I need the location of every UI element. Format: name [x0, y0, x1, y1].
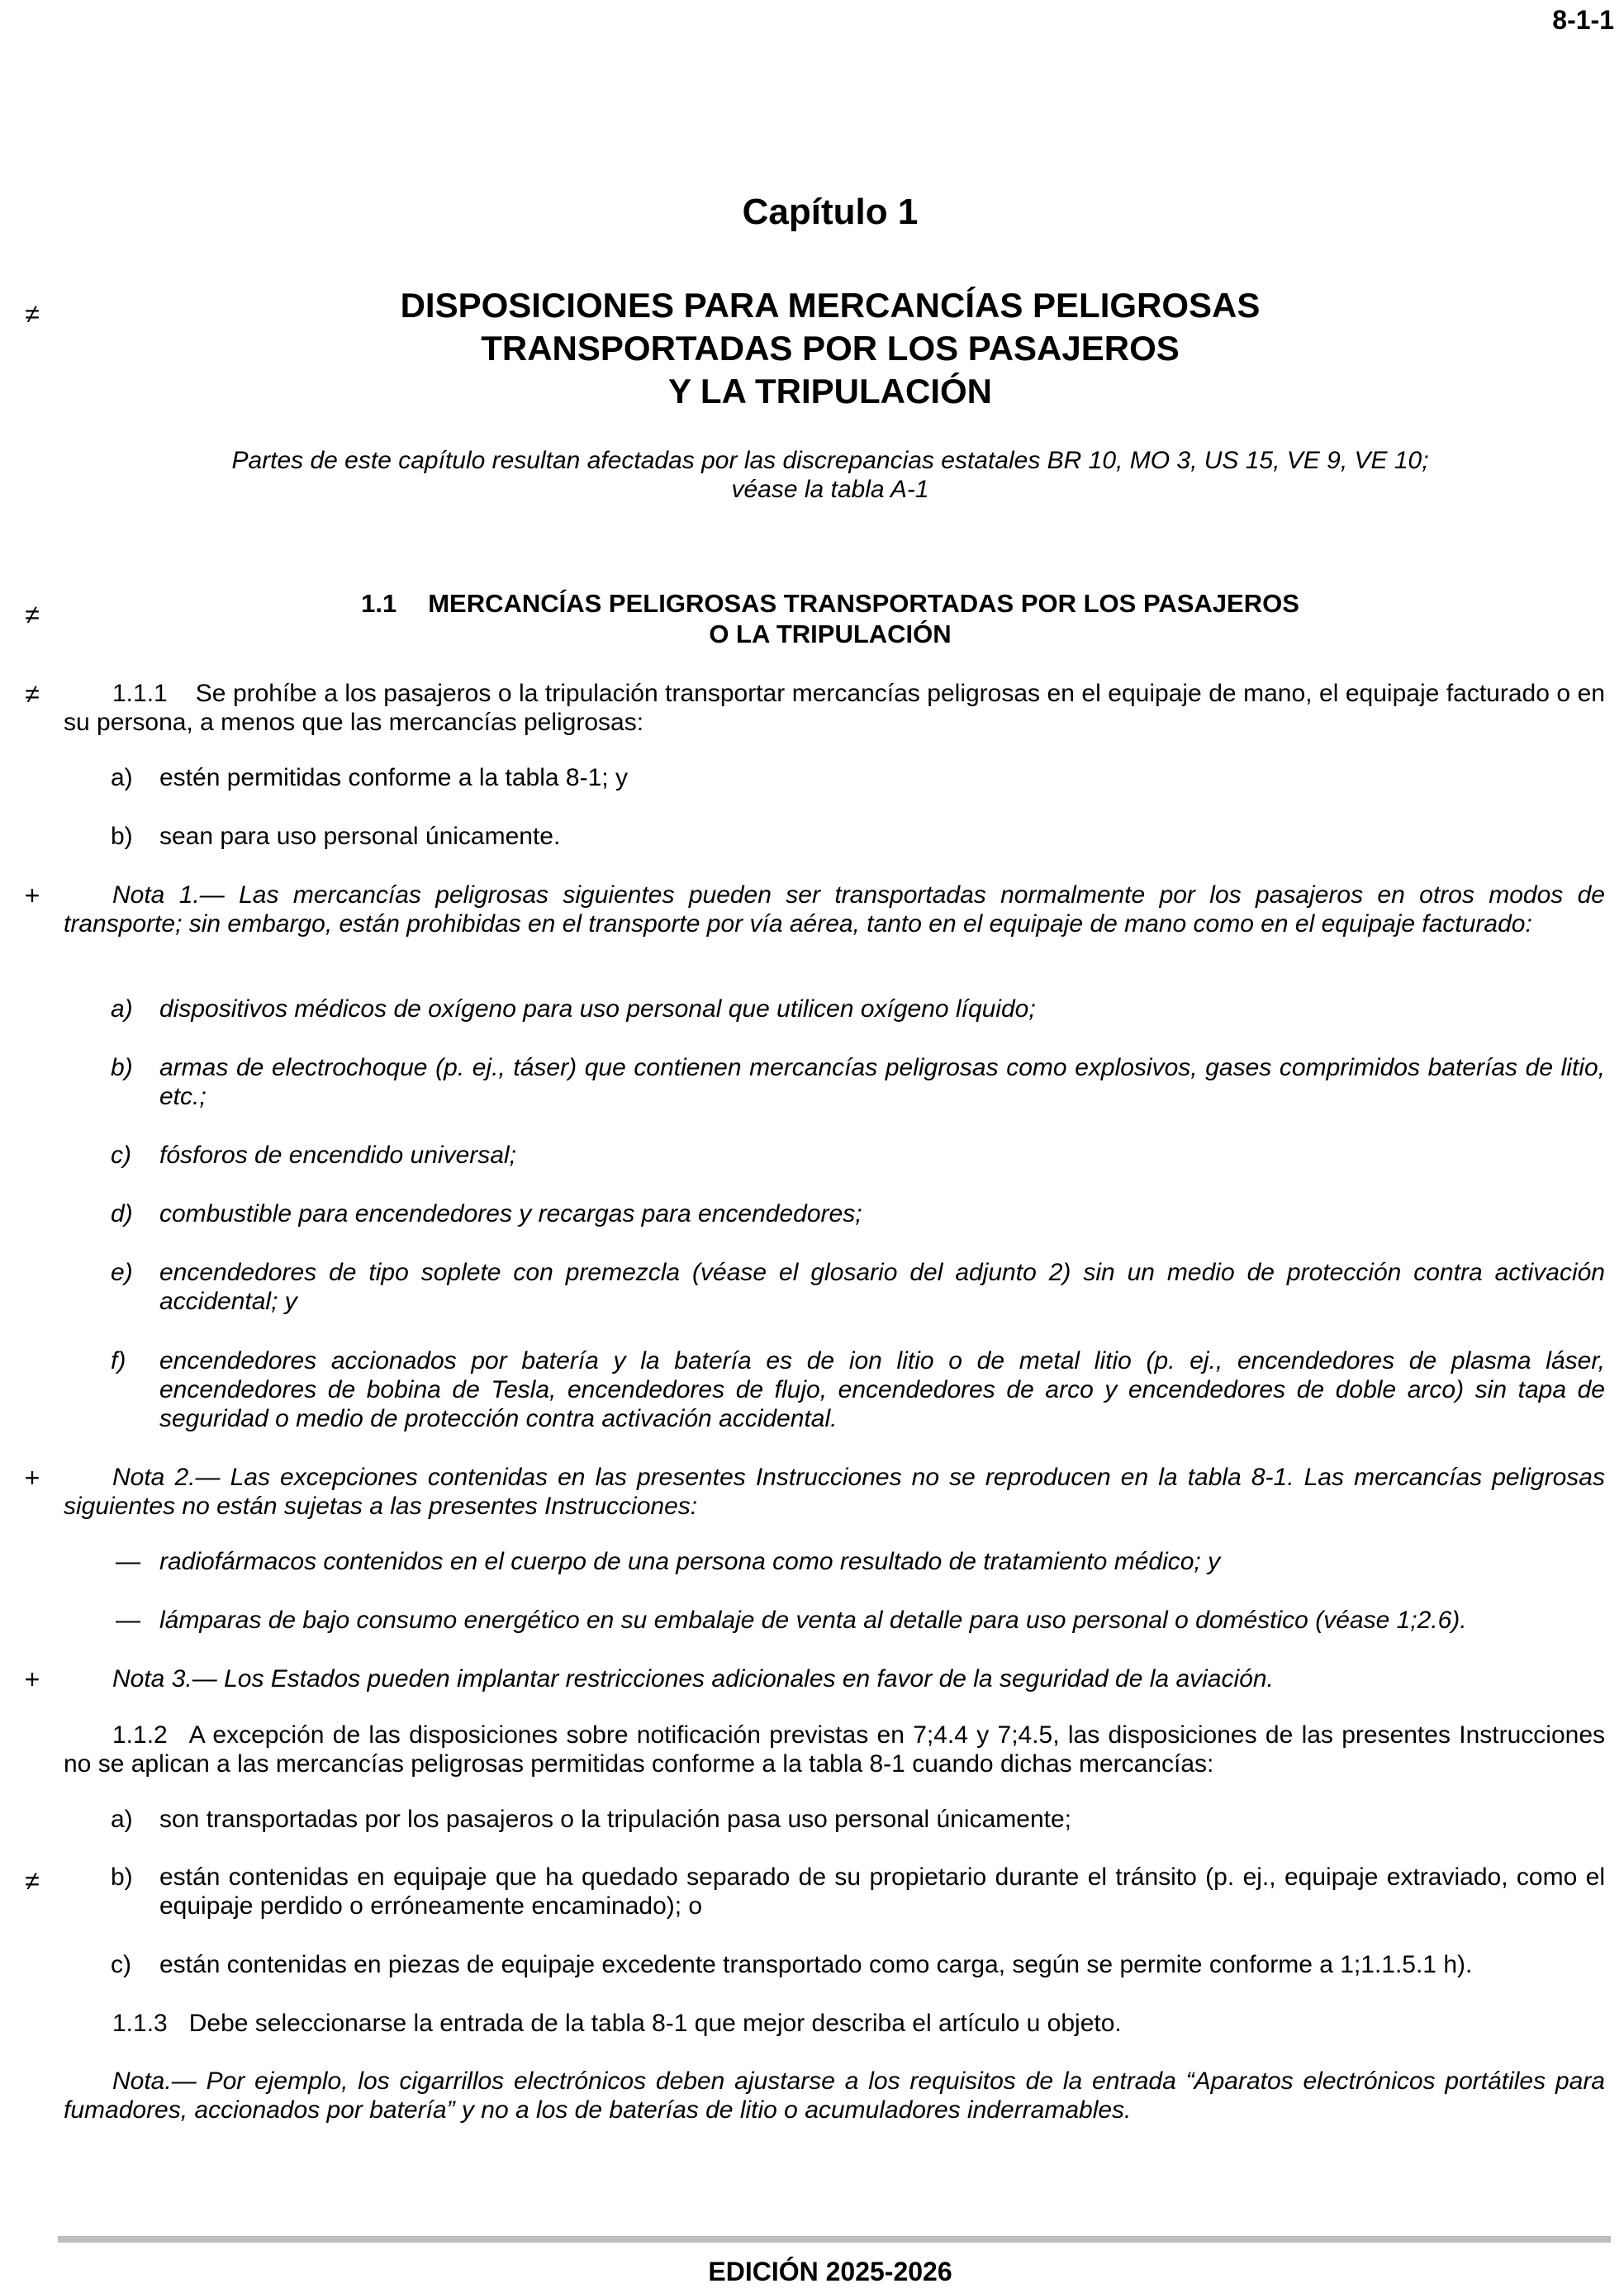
list-item-label: c)	[111, 1142, 131, 1169]
section-heading	[0, 588, 1624, 649]
note-text: Por ejemplo, los cigarrillos electrónicos deben ajustarse a los requisitos de la entrada “Aparatos electrónicos portátiles para fumadores, accionados por batería” y no a los de baterías de litio o acumuladores inderramables.	[64, 2067, 1605, 2124]
chapter-title	[0, 284, 1624, 413]
list-item	[111, 1053, 1605, 1111]
margin-mark-title: ≠	[25, 299, 40, 329]
list-item-text: sean para uso personal únicamente.	[159, 823, 561, 850]
list-item-text: están contenidas en piezas de equipaje excedente transportado como carga, según se permite conforme a 1;1.1.5.1 h).	[159, 1951, 1473, 1978]
paragraph-number: 1.1.3	[112, 2010, 168, 2037]
footer-rule	[58, 2236, 1611, 2243]
section-number: 1.1	[361, 589, 397, 618]
note-text: Las excepciones contenidas en las presentes Instrucciones no se reproducen en la tabla 8-1. Las mercancías peligrosas siguientes no están sujetas a las presentes Instrucciones:	[64, 1464, 1605, 1520]
state-variations-line: Partes de este capítulo resultan afectadas por las discrepancias estatales BR 10, MO 3, US 15, VE 9, VE 10;	[231, 447, 1429, 474]
margin-mark-note3: +	[24, 1664, 40, 1694]
paragraph-number: 1.1.2	[112, 1721, 168, 1749]
dash-item	[116, 1547, 1220, 1576]
note-text: Las mercancías peligrosas siguientes pueden ser transportadas normalmente por los pasajeros en otros modos de transporte; sin embargo, están prohibidas en el transporte por vía aérea, tanto en el equipaje de mano como en el equipaje facturado:	[64, 881, 1605, 938]
dash-item-text: radiofármacos contenidos en el cuerpo de una persona como resultado de tratamiento médico; y	[159, 1548, 1221, 1575]
note-2	[64, 1463, 1605, 1521]
list-item	[111, 1141, 1605, 1170]
paragraph-text: Se prohíbe a los pasajeros o la tripulación transportar mercancías peligrosas en el equipaje de mano, el equipaje facturado o en su persona, a menos que las mercancías peligrosas:	[64, 680, 1605, 736]
list-item-label: a)	[111, 995, 133, 1023]
list-item	[111, 1199, 1605, 1228]
dash-item-text: lámparas de bajo consumo energético en su embalaje de venta al detalle para uso personal o doméstico (véase 1;2.6).	[159, 1607, 1467, 1634]
note-text: Los Estados pueden implantar restricciones adicionales en favor de la seguridad de la aviación.	[224, 1665, 1274, 1692]
note-label: Nota 2.—	[112, 1464, 221, 1491]
margin-mark-section: ≠	[25, 600, 40, 629]
list-item	[111, 995, 1605, 1023]
list-item	[111, 822, 1605, 851]
margin-mark-note2: +	[24, 1463, 40, 1493]
list-item	[111, 1950, 1605, 1979]
note-3	[64, 1664, 1605, 1693]
list-item-text: estén permitidas conforme a la tabla 8-1; y	[159, 764, 628, 791]
state-variations-note	[0, 446, 1624, 504]
list-item-label: e)	[111, 1259, 133, 1286]
note-label: Nota.—	[112, 2067, 197, 2095]
list-item-text: están contenidas en equipaje que ha quedado separado de su propietario durante el tránsito (p. ej., equipaje extraviado, como el equipaje perdido o erróneamente encaminado); o	[159, 1863, 1605, 1920]
list-item-text: encendedores de tipo soplete con premezcla (véase el glosario del adjunto 2) sin un medio de protección contra activación accidental; y	[159, 1259, 1605, 1315]
list-item-text: armas de electrochoque (p. ej., táser) que contienen mercancías peligrosas como explosivos, gases comprimidos baterías de litio, etc.;	[159, 1054, 1605, 1110]
paragraph-text: A excepción de las disposiciones sobre notificación previstas en 7;4.4 y 7;4.5, las disposiciones de las presentes Instrucciones no se aplican a las mercancías peligrosas permitidas conforme a la tabla 8-1 cuando dichas mercancías:	[64, 1721, 1605, 1778]
chapter-title-line: DISPOSICIONES PARA MERCANCÍAS PELIGROSAS	[400, 286, 1261, 325]
chapter-heading: Capítulo 1	[742, 192, 919, 232]
list-item-label: b)	[111, 1863, 133, 1891]
chapter-title-line: TRANSPORTADAS POR LOS PASAJEROS	[481, 329, 1180, 368]
note-4	[64, 2067, 1605, 2124]
dash-bullet: —	[116, 1607, 140, 1634]
list-item-text: dispositivos médicos de oxígeno para uso personal que utilicen oxígeno líquido;	[159, 995, 1036, 1023]
paragraph-1-1-1	[64, 679, 1605, 737]
section-title: MERCANCÍAS PELIGROSAS TRANSPORTADAS POR LOS PASAJEROS	[428, 589, 1299, 618]
list-item	[111, 1346, 1605, 1433]
list-item-text: encendedores accionados por batería y la batería es de ion litio o de metal litio (p. ej., encendedores de plasma láser, encendedores de bobina de Tesla, encendedores de flujo, encendedores de arco y encendedores de doble arco) sin tapa de seguridad o medio de protección contra activación accidental.	[159, 1347, 1605, 1432]
paragraph-number: 1.1.1	[112, 680, 168, 707]
note-1	[64, 881, 1605, 938]
dash-item	[116, 1606, 1467, 1635]
list-item	[111, 1863, 1605, 1920]
edition-footer: EDICIÓN 2025-2026	[708, 2257, 952, 2286]
section-title-line2: O LA TRIPULACIÓN	[709, 620, 952, 648]
list-item-label: b)	[111, 823, 133, 850]
margin-mark-item-b: ≠	[25, 1866, 40, 1896]
list-item-text: son transportadas por los pasajeros o la tripulación pasa uso personal únicamente;	[159, 1806, 1071, 1833]
list-item-label: a)	[111, 1806, 133, 1833]
dash-bullet: —	[116, 1548, 140, 1575]
list-item-label: f)	[111, 1347, 126, 1374]
state-variations-line: véase la tabla A-1	[731, 476, 929, 503]
paragraph-1-1-3	[64, 2009, 1605, 2038]
list-item-text: fósforos de encendido universal;	[159, 1142, 516, 1169]
list-item-text: combustible para encendedores y recargas para encendedores;	[159, 1200, 862, 1227]
page-number: 8-1-1	[1552, 5, 1614, 35]
list-item	[111, 1805, 1605, 1834]
paragraph-text: Debe seleccionarse la entrada de la tabla 8-1 que mejor describa el artículo u objeto.	[188, 2010, 1122, 2037]
paragraph-1-1-2	[64, 1721, 1605, 1778]
list-item-label: b)	[111, 1054, 133, 1081]
chapter-title-line: Y LA TRIPULACIÓN	[667, 372, 992, 411]
note-label: Nota 3.—	[112, 1665, 217, 1692]
margin-mark-p111: ≠	[25, 679, 40, 709]
list-item	[111, 763, 1605, 792]
list-item-label: d)	[111, 1200, 133, 1227]
list-item	[111, 1258, 1605, 1316]
list-item-label: a)	[111, 764, 133, 791]
margin-mark-note1: +	[24, 881, 40, 910]
list-item-label: c)	[111, 1951, 131, 1978]
note-label: Nota 1.—	[112, 881, 225, 909]
